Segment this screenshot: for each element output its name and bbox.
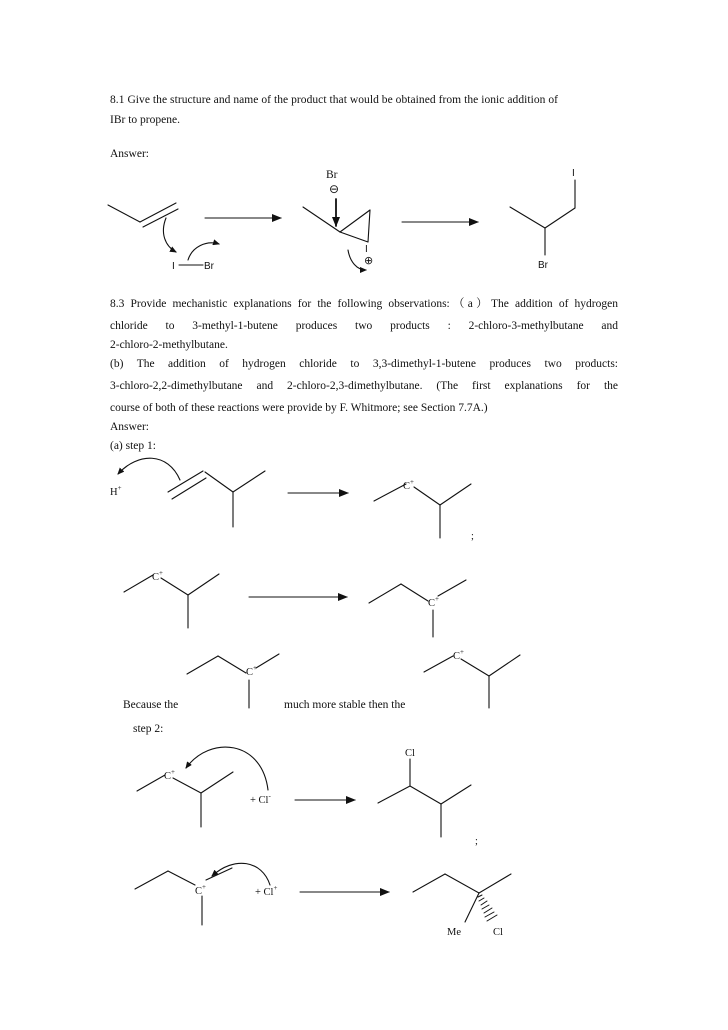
i-left-label: I: [172, 261, 175, 272]
br-top-label: Br: [326, 169, 338, 181]
hashed-wedge-bond: [478, 895, 497, 921]
secondary-cation-1: [374, 484, 471, 538]
product-2-chloro-2-methylbutane: [413, 874, 511, 922]
propene-structure: [108, 203, 178, 227]
curved-arrow-pi-to-i: [163, 218, 176, 252]
q83-line-2: chloride to 3-methyl-1-butene produces two products : 2-chloro-3-methylbutane and: [110, 320, 618, 332]
tertiary-cation-2: [187, 654, 279, 708]
carbocation-label-3: C+: [428, 595, 439, 609]
q81-line2: IBr to propene.: [110, 114, 180, 126]
q83-line-4: (b) The addition of hydrogen chloride to 3,3-dimethyl-1-butene produces two products:: [110, 358, 618, 370]
carbocation-label-1: C+: [403, 478, 414, 492]
because-the-label: Because the: [123, 699, 179, 711]
i-product-label: I: [572, 168, 575, 179]
q83-line-3: 2-chloro-2-methylbutane.: [110, 339, 228, 351]
cl-product-label: Cl: [405, 748, 415, 759]
curved-arrow-ibr: [188, 243, 219, 260]
carbocation-label-4: C+: [246, 664, 257, 678]
i-bridge-label: I: [365, 244, 368, 255]
carbocation-label-6: C+: [164, 768, 175, 782]
carbocation-label-2: C+: [152, 569, 163, 583]
product-1-bromo-iodopropane: [510, 180, 575, 255]
curved-arrow-chloride-attack: [186, 747, 268, 790]
tertiary-cation-1: [369, 580, 466, 637]
br-product-label: Br: [538, 260, 548, 271]
tertiary-cation-3: [135, 868, 232, 925]
q83-line-5: 3-chloro-2,2-dimethylbutane and 2-chloro-2,3-dimethylbutane. (The first explanations for the: [110, 380, 618, 392]
secondary-cation-2: [124, 574, 219, 628]
q83-line-1: 8.3 Provide mechanistic explanations for the following observations:（a）The addition of hydrogen: [110, 298, 618, 310]
h-plus-label: H+: [110, 484, 122, 498]
product-2-chloro-3-methylbutane: [378, 759, 471, 837]
secondary-cation-3: [424, 655, 520, 708]
chloride-reagent-label: + Cl-: [250, 792, 271, 806]
q83-answer-label: Answer:: [110, 421, 149, 433]
me-label: Me: [447, 927, 461, 938]
q81-answer-label: Answer:: [110, 148, 149, 160]
carbocation-label-7: C+: [195, 883, 206, 897]
curved-arrow-chloride-attack-2: [212, 863, 270, 885]
semicolon-1: ;: [471, 531, 474, 542]
step2-label: step 2:: [133, 723, 164, 735]
chloride-reagent-label-2: + Cl+: [255, 884, 278, 898]
semicolon-2: ;: [475, 836, 478, 847]
cl-wedge-label: Cl: [493, 927, 503, 938]
methylbutene-structure: [168, 471, 265, 527]
q81-line1: 8.1 Give the structure and name of the product that would be obtained from the ionic addition of: [110, 94, 559, 106]
carbocation-label-5: C+: [453, 648, 464, 662]
q83-line-6: course of both of these reactions were provide by F. Whitmore; see Section 7.7A.): [110, 402, 488, 414]
q83-step1-label: (a) step 1:: [110, 440, 156, 452]
br-left-label: Br: [204, 261, 214, 272]
bromide-minus-sign: ⊖: [329, 182, 340, 196]
more-stable-label: much more stable then the: [284, 699, 406, 711]
curved-arrow-to-h-plus: [118, 458, 180, 480]
secondary-cation-4: [137, 772, 233, 827]
plus-charge-sign: ⊕: [364, 255, 374, 267]
